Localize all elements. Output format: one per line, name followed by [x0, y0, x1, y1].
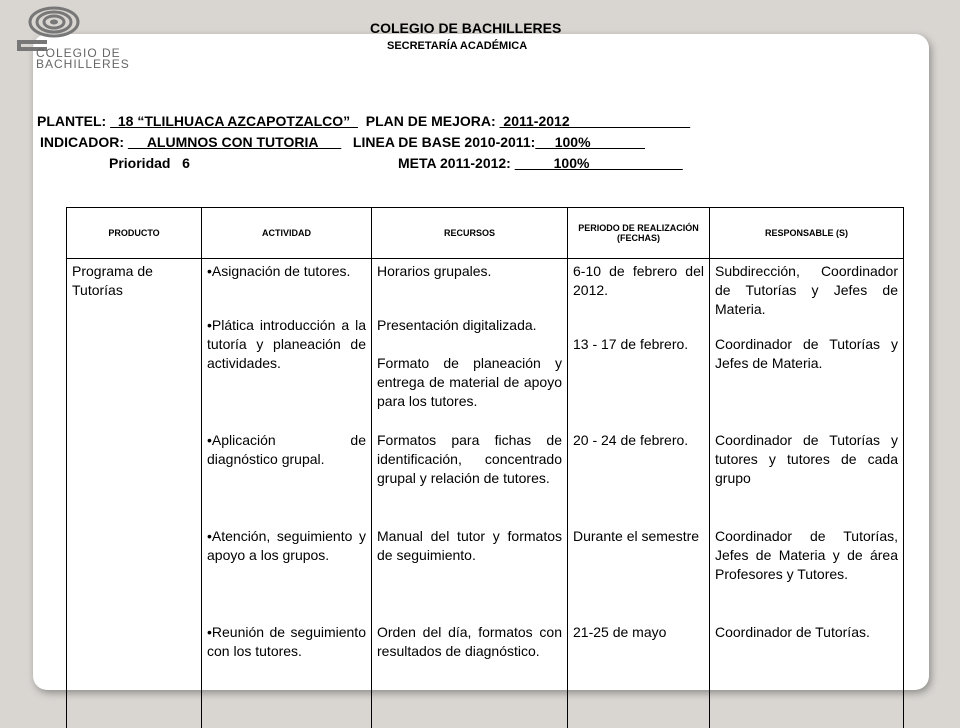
plantel-value: 18 “TLILHUACA AZCAPOTZALCO”: [110, 113, 358, 129]
responsable-1: Subdirección, Coordinador de Tutorías y Jefes de Materia.: [715, 262, 898, 335]
recurso-3: Formato de planeación y entrega de material de apoyo para los tutores.: [377, 354, 562, 431]
plan-table: [66, 207, 904, 728]
recurso-1: Horarios grupales.: [377, 262, 562, 316]
recurso-2: Presentación digitalizada.: [377, 316, 562, 354]
linea-value: 100%: [535, 134, 645, 150]
indicador-value: ALUMNOS CON TUTORIA: [128, 134, 341, 150]
recurso-6: Orden del día, formatos con resultados de diagnóstico.: [377, 623, 562, 661]
recursos-cell: [372, 259, 568, 728]
periodo-2: 13 - 17 de febrero.: [573, 335, 704, 431]
meta-value: 100%: [515, 155, 683, 171]
department-subtitle: SECRETARÍA ACADÉMICA: [387, 40, 527, 52]
header-responsable: RESPONSABLE (S): [710, 208, 904, 259]
periodo-3: 20 - 24 de febrero.: [573, 431, 704, 527]
header-actividad: ACTIVIDAD: [202, 208, 372, 259]
plantel-line: [37, 113, 690, 129]
actividad-2: •Plática introducción a la tutoría y planeación de actividades.: [207, 316, 366, 431]
linea-label: LINEA DE BASE 2010-2011:: [341, 134, 535, 150]
table-header-row: [67, 208, 904, 259]
logo-text-line2: BACHILLERES: [36, 59, 130, 70]
indicador-label: INDICADOR:: [40, 134, 128, 150]
recurso-4: Formatos para fichas de identificación, concentrado grupal y relación de tutores.: [377, 431, 562, 527]
responsable-2: Coordinador de Tutorías y Jefes de Materia.: [715, 335, 898, 431]
actividad-4: •Atención, seguimiento y apoyo a los grupos.: [207, 527, 366, 623]
table-row: [67, 259, 904, 728]
plantel-label: PLANTEL:: [37, 113, 110, 129]
producto-cell: [67, 259, 202, 728]
indicador-line: [40, 134, 645, 150]
periodo-5: 21-25 de mayo: [573, 623, 704, 642]
periodo-4: Durante el semestre: [573, 527, 704, 623]
meta-line: [398, 155, 683, 171]
header-recursos: RECURSOS: [372, 208, 568, 259]
responsable-5: Coordinador de Tutorías.: [715, 623, 898, 642]
header-producto: PRODUCTO: [67, 208, 202, 259]
responsable-4: Coordinador de Tutorías, Jefes de Materia y de área Profesores y Tutores.: [715, 527, 898, 623]
prioridad-label: Prioridad 6: [109, 155, 190, 171]
institution-title: COLEGIO DE BACHILLERES: [370, 20, 561, 36]
meta-label: META 2011-2012:: [398, 155, 515, 171]
plan-value: 2011-2012: [500, 113, 691, 129]
header-periodo: PERIODO DE REALIZACIÓN (FECHAS): [568, 208, 710, 259]
actividad-3: •Aplicación de diagnóstico grupal.: [207, 431, 366, 527]
responsable-cell: [710, 259, 904, 728]
actividad-5: •Reunión de seguimiento con los tutores.: [207, 623, 366, 661]
logo-text: [36, 48, 130, 70]
logo-text-line1: COLEGIO DE: [36, 48, 130, 59]
responsable-3: Coordinador de Tutorías y tutores y tutores de cada grupo: [715, 431, 898, 527]
producto-text: Programa de Tutorías: [72, 262, 196, 300]
periodo-1: 6-10 de febrero del 2012.: [573, 262, 704, 335]
periodo-cell: [568, 259, 710, 728]
recurso-5: Manual del tutor y formatos de seguimiento.: [377, 527, 562, 623]
actividad-cell: [202, 259, 372, 728]
actividad-1: •Asignación de tutores.: [207, 262, 366, 316]
plan-label: PLAN DE MEJORA:: [358, 113, 500, 129]
